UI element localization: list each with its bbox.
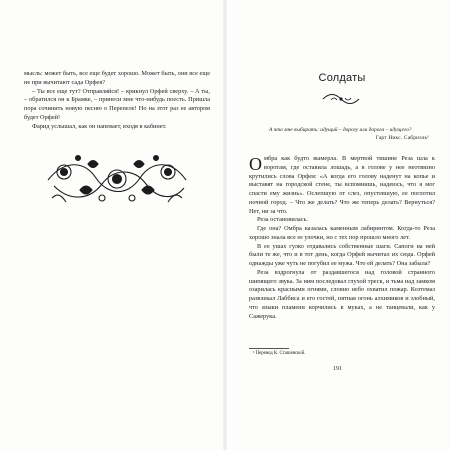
epigraph-author: Гарт Никс. Сабриэль¹ <box>375 135 429 142</box>
paragraph: В ее ушах гулко отдавались собственные шаги. Сапоги на ней были те же, что и в тот день, когда Орфей вычитал их сюда. Орфей однажды уже чуть не погубил ее мужа. Что ей делать? Она забыла? <box>249 242 435 267</box>
paragraph: Где она? Омбра казалась каменным лабиринтом. Когда-то Реза хорошо знала все ее улочки, но с тех пор прошло много лет. <box>249 225 435 241</box>
floral-ornament <box>44 150 190 208</box>
footnote-rule <box>249 348 289 349</box>
paragraph: – Ты все еще тут? Отправляйся! – крикнул Орфей сверху. – А ты, – обратился он к Брамке, – принеси мне что-нибудь поесть. Пришла пора сочинить новую песню о Перепеле! Но на этот раз ее автором будет Орфей! <box>24 87 210 121</box>
page-number: 191 <box>333 366 342 372</box>
right-page <box>225 0 450 450</box>
epigraph <box>269 127 429 142</box>
paragraph: мысль: может быть, все еще будет хорошо. Может быть, они все еще не при вычитают сада Орфея? <box>24 70 210 86</box>
left-text <box>24 70 210 131</box>
title-flourish <box>321 92 361 106</box>
drop-cap: О <box>249 154 262 174</box>
paragraph: Реза вздрогнула от раздавшегося над головой странного шипящего звука. За ним последовал глухой треск, и тьма над замком озарилась красными огнями, словно небо охватил пожар. Козтемаз развлекал Лаббиса и его гостей, пятная огонь алхимиков и злобный, что языки пламени корчились в муках, а не танцевали, как у Сажерука. <box>249 268 435 320</box>
paragraph: Реза остановилась. <box>257 216 308 224</box>
right-text <box>249 155 435 321</box>
footnote: ¹ Перевод К. Сташевской. <box>253 351 306 356</box>
paragraph <box>249 155 435 216</box>
paragraph: Фарид услышал, как он напевает, входя в кабинет. <box>32 122 167 130</box>
epigraph-quote: А что мне выбирать: идущий – дорогу или дорога – идущего? <box>269 127 412 133</box>
chapter-title: Солдаты <box>318 72 366 84</box>
paragraph-text: мбра как будто вымерла. В мертвой тишине Реза шла к воротам, где оставила лошадь, а в голове у нее неотвязно крутились слова Орфея: «А когда его голову наденут на копье и выставят на городской стене, ты вспомнишь, надеюсь, что я мог спасти ему жизнь». Ослепшую от слез, опустевшую, ее поглотил ночной город. – Что же делать? Что же теперь делать? Вернуться? Нет, ни за что. <box>249 155 435 215</box>
